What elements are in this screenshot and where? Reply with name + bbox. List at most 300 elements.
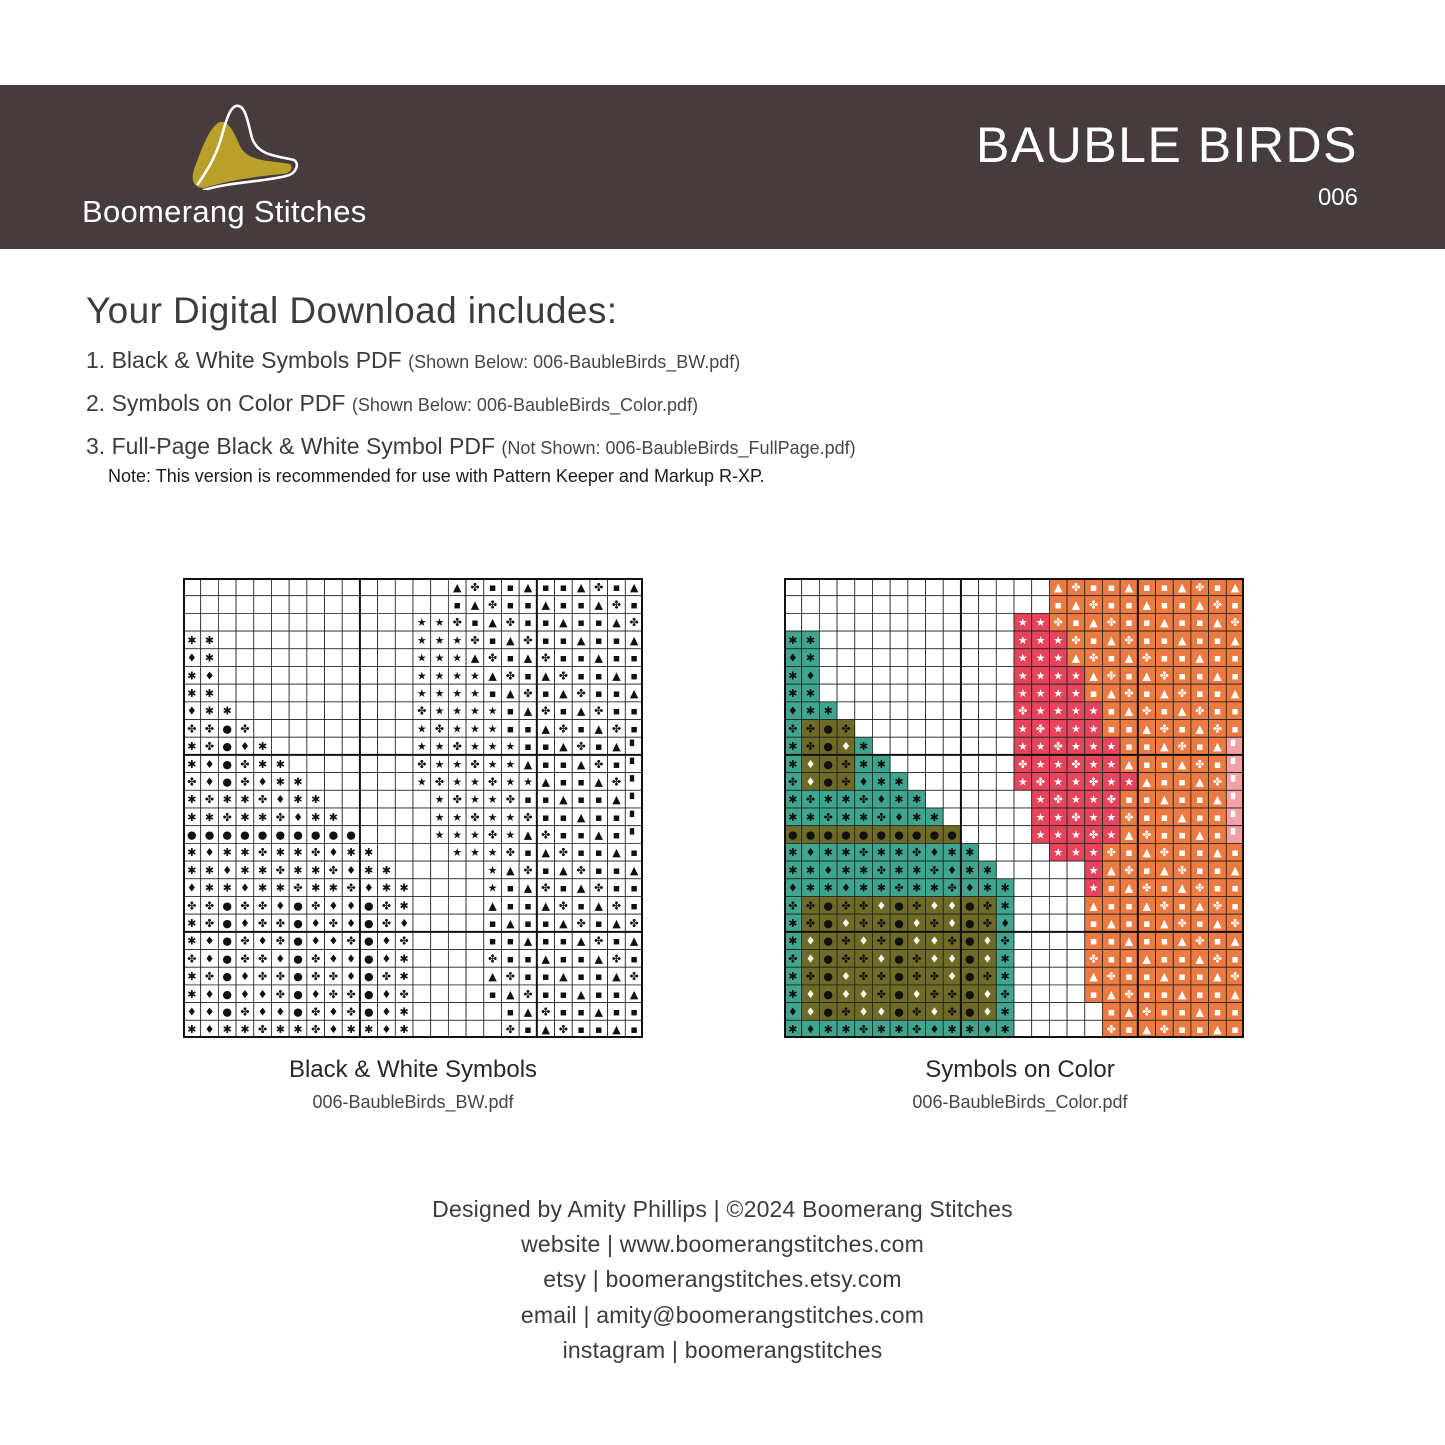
stitch-symbol: ✤ (470, 757, 480, 771)
stitch-symbol: ♦ (787, 651, 798, 665)
stitch-cell (1049, 879, 1067, 897)
stitch-symbol: ★ (416, 651, 427, 665)
stitch-cell (289, 737, 307, 755)
stitch-cell (431, 985, 449, 1003)
stitch-symbol: ★ (469, 846, 480, 860)
stitch-symbol: ▪ (1160, 757, 1169, 771)
stitch-symbol: ★ (487, 722, 498, 736)
stitch-symbol: ▪ (1160, 633, 1169, 647)
stitch-cell (1032, 950, 1050, 968)
stitch-symbol: ✱ (841, 793, 851, 807)
stitch-cell (819, 666, 837, 684)
stitch-cell (360, 702, 378, 720)
stitch-symbol: ▪ (577, 1005, 585, 1019)
stitch-symbol: ✱ (912, 863, 922, 877)
stitch-symbol: ▘ (1230, 740, 1240, 754)
stitch-cell (890, 720, 908, 738)
stitch-cell (890, 578, 908, 596)
stitch-symbol: ● (222, 899, 233, 913)
stitch-cell (855, 720, 873, 738)
stitch-symbol: ▪ (1196, 810, 1204, 824)
stitch-symbol: ✱ (788, 740, 798, 754)
stitch-cell (908, 737, 926, 755)
stitch-symbol: ▲ (488, 669, 497, 683)
stitch-cell (271, 737, 289, 755)
stitch-symbol: ♦ (929, 934, 940, 948)
stitch-symbol: ▪ (1142, 917, 1151, 930)
stitch-symbol: ▲ (612, 793, 621, 807)
stitch-symbol: ♦ (204, 952, 215, 966)
stitch-symbol: ▲ (506, 687, 515, 700)
stitch-symbol: ✤ (399, 987, 409, 1001)
stitch-symbol: ▲ (1195, 1005, 1205, 1019)
stitch-cell (395, 773, 413, 791)
stitch-symbol: ▪ (524, 899, 532, 913)
stitch-cell (996, 861, 1014, 879)
stitch-symbol: ✱ (187, 846, 197, 860)
stitch-symbol: ♦ (381, 952, 392, 966)
stitch-symbol: ▪ (1178, 1005, 1186, 1019)
stitch-cell (926, 755, 944, 773)
stitch-cell (996, 684, 1014, 702)
stitch-cell (1032, 1020, 1050, 1038)
stitch-cell (890, 649, 908, 667)
stitch-symbol: ▘ (629, 793, 639, 807)
stitch-symbol: ▲ (1089, 669, 1098, 683)
stitch-symbol: ✱ (788, 934, 798, 948)
stitch-cell (996, 773, 1014, 791)
stitch-symbol: ♦ (257, 775, 268, 789)
stitch-symbol: ● (823, 1005, 834, 1019)
stitch-symbol: ▪ (612, 987, 621, 1001)
stitch-symbol: ✤ (629, 917, 639, 930)
stitch-symbol: ✱ (805, 704, 816, 718)
stitch-symbol: ● (964, 952, 975, 966)
stitch-symbol: ✱ (381, 863, 392, 877)
stitch-symbol: ✱ (965, 863, 975, 877)
stitch-symbol: ● (222, 1005, 233, 1019)
stitch-cell (378, 720, 396, 738)
stitch-symbol: ✱ (204, 863, 215, 877)
stitch-symbol: ✱ (222, 1023, 232, 1037)
stitch-symbol: ▪ (612, 1005, 621, 1019)
stitch-cell (855, 684, 873, 702)
stitch-symbol: ★ (416, 722, 427, 736)
stitch-cell (413, 967, 431, 985)
stitch-symbol: ♦ (346, 952, 357, 966)
stitch-symbol: ✱ (346, 846, 356, 860)
stitch-symbol: ✱ (1000, 952, 1010, 966)
stitch-symbol: ✤ (311, 952, 321, 966)
stitch-symbol: ✤ (1035, 722, 1046, 736)
stitch-symbol: ♦ (293, 810, 303, 824)
stitch-symbol: ● (823, 899, 834, 913)
stitch-cell (413, 896, 431, 914)
stitch-symbol: ● (293, 1005, 303, 1019)
stitch-symbol: ▲ (629, 987, 639, 1001)
stitch-symbol: ▲ (523, 1005, 533, 1019)
stitch-symbol: ▪ (577, 651, 585, 665)
stitch-symbol: ● (894, 987, 904, 1001)
stitch-cell (254, 649, 272, 667)
stitch-cell (1014, 914, 1032, 932)
stitch-cell (979, 578, 997, 596)
stitch-cell (890, 684, 908, 702)
stitch-symbol: ✱ (240, 810, 250, 824)
stitch-cell (360, 720, 378, 738)
stitch-symbol: ▪ (1160, 775, 1169, 789)
stitch-cell (1049, 1020, 1067, 1038)
stitch-symbol: ▲ (1142, 1023, 1151, 1037)
stitch-cell (926, 684, 944, 702)
stitch-symbol: ✱ (912, 881, 922, 895)
stitch-symbol: ▪ (1178, 669, 1186, 683)
stitch-symbol: ★ (469, 775, 480, 789)
stitch-symbol: ♦ (239, 970, 250, 984)
stitch-symbol: ▪ (1213, 580, 1222, 594)
stitch-symbol: ▲ (506, 863, 515, 877)
stitch-symbol: ✤ (452, 616, 462, 630)
stitch-symbol: ▲ (559, 687, 568, 700)
stitch-symbol: ▲ (559, 970, 568, 984)
stitch-symbol: ★ (1053, 757, 1064, 771)
stitch-cell (236, 631, 254, 649)
stitch-cell (819, 578, 837, 596)
stitch-symbol: ✤ (381, 899, 392, 913)
stitch-symbol: ▲ (1160, 616, 1169, 630)
stitch-symbol: ♦ (186, 704, 197, 718)
stitch-symbol: ▲ (1124, 1005, 1134, 1019)
stitch-symbol: ▪ (559, 810, 568, 824)
stitch-symbol: ★ (1070, 793, 1081, 807)
stitch-symbol: ★ (1053, 775, 1064, 789)
stitch-cell (926, 790, 944, 808)
stitch-symbol: ▲ (1160, 740, 1169, 754)
stitch-symbol: ✤ (576, 740, 586, 754)
stitch-symbol: ● (929, 828, 940, 842)
stitch-symbol: ● (187, 828, 197, 842)
stitch-symbol: ▲ (1142, 952, 1151, 966)
stitch-symbol: ▪ (1196, 987, 1204, 1001)
stitch-symbol: ● (964, 987, 975, 1001)
stitch-symbol: ★ (505, 828, 516, 842)
stitch-cell (431, 950, 449, 968)
stitch-symbol: ▲ (594, 651, 604, 665)
stitch-symbol: ✤ (594, 704, 604, 718)
stitch-cell (926, 613, 944, 631)
stitch-cell (307, 666, 325, 684)
stitch-symbol: ▪ (1125, 616, 1133, 630)
stitch-cell (307, 578, 325, 596)
stitch-cell (325, 755, 343, 773)
stitch-cell (431, 1020, 449, 1038)
stitch-cell (325, 578, 343, 596)
stitch-symbol: ♦ (858, 934, 869, 948)
stitch-symbol: ✤ (1230, 616, 1240, 630)
stitch-symbol: ✱ (876, 881, 886, 895)
stitch-symbol: ♦ (275, 952, 286, 966)
stitch-symbol: ♦ (328, 952, 339, 966)
stitch-symbol: ▪ (1231, 669, 1239, 683)
stitch-symbol: ▲ (629, 863, 639, 877)
color-pattern-preview (784, 578, 1244, 1038)
stitch-symbol: ★ (1017, 687, 1028, 700)
stitch-cell (448, 950, 466, 968)
stitch-symbol: ✤ (381, 917, 392, 930)
stitch-symbol: ▪ (577, 669, 585, 683)
stitch-symbol: ✤ (187, 952, 197, 966)
stitch-symbol: ▲ (612, 740, 621, 754)
stitch-symbol: ▪ (1160, 934, 1169, 948)
stitch-symbol: ● (964, 934, 975, 948)
stitch-symbol: ▪ (577, 952, 585, 966)
stitch-cell (819, 631, 837, 649)
stitch-symbol: ★ (1106, 828, 1117, 842)
stitch-symbol: ✱ (328, 881, 338, 895)
stitch-symbol: ✤ (629, 616, 639, 630)
stitch-symbol: ▪ (1125, 793, 1133, 807)
stitch-symbol: ✤ (876, 863, 886, 877)
stitch-symbol: ✤ (1071, 810, 1081, 824)
stitch-symbol: ★ (1035, 740, 1046, 754)
stitch-symbol: ● (823, 934, 834, 948)
stitch-symbol: ▪ (1196, 687, 1204, 700)
stitch-symbol: ● (222, 970, 233, 984)
stitch-symbol: ✱ (965, 1023, 975, 1037)
stitch-cell (1014, 808, 1032, 826)
stitch-symbol: ✤ (611, 952, 622, 966)
stitch-symbol: ▪ (630, 651, 638, 665)
stitch-symbol: ✱ (187, 810, 197, 824)
stitch-cell (979, 684, 997, 702)
stitch-symbol: ▲ (1124, 881, 1134, 895)
stitch-symbol: ✱ (823, 846, 833, 860)
stitch-symbol: ✱ (240, 793, 250, 807)
stitch-cell (254, 720, 272, 738)
stitch-symbol: ▪ (541, 917, 550, 930)
stitch-cell (395, 737, 413, 755)
stitch-symbol: ✱ (1000, 881, 1010, 895)
stitch-symbol: ✱ (187, 934, 197, 948)
stitch-symbol: ✱ (399, 881, 409, 895)
stitch-symbol: ● (894, 934, 904, 948)
stitch-symbol: ♦ (239, 987, 250, 1001)
stitch-cell (1032, 896, 1050, 914)
stitch-symbol: ✤ (558, 669, 568, 683)
stitch-symbol: ♦ (239, 881, 250, 895)
stitch-symbol: ✤ (470, 580, 480, 594)
stitch-symbol: ● (876, 828, 887, 842)
stitch-symbol: ✱ (788, 810, 798, 824)
stitch-cell (979, 702, 997, 720)
stitch-cell (289, 720, 307, 738)
stitch-symbol: ▪ (612, 881, 621, 895)
stitch-cell (1067, 896, 1085, 914)
stitch-symbol: ✱ (788, 987, 798, 1001)
stitch-symbol: ▲ (1071, 651, 1081, 665)
stitch-cell (1067, 914, 1085, 932)
stitch-symbol: ▪ (1160, 1005, 1169, 1019)
stitch-symbol: ♦ (805, 1023, 816, 1037)
stitch-symbol: ★ (416, 740, 427, 754)
stitch-symbol: ✤ (1142, 881, 1152, 895)
stitch-cell (890, 613, 908, 631)
stitch-symbol: ✤ (488, 651, 498, 665)
stitch-symbol: ✤ (912, 970, 922, 984)
stitch-cell (1032, 932, 1050, 950)
stitch-symbol: ✤ (1018, 704, 1028, 718)
stitch-symbol: ✤ (576, 917, 586, 930)
stitch-cell (961, 684, 979, 702)
stitch-symbol: ▲ (1177, 633, 1187, 647)
stitch-cell (943, 755, 961, 773)
stitch-symbol: ▲ (523, 651, 533, 665)
stitch-symbol: ▪ (612, 863, 621, 877)
stitch-symbol: ✤ (505, 669, 515, 683)
stitch-cell (183, 578, 201, 596)
stitch-symbol: ● (222, 722, 233, 736)
stitch-cell (1049, 967, 1067, 985)
stitch-cell (395, 649, 413, 667)
stitch-symbol: ✤ (346, 934, 356, 948)
stitch-symbol: ● (841, 828, 851, 842)
stitch-cell (325, 790, 343, 808)
stitch-symbol: ▪ (1178, 1023, 1186, 1037)
stitch-symbol: ★ (487, 740, 498, 754)
stitch-symbol: ★ (1106, 757, 1117, 771)
stitch-symbol: ♦ (328, 1023, 339, 1037)
stitch-symbol: ✤ (1053, 740, 1063, 754)
stitch-symbol: ▪ (1213, 863, 1222, 877)
stitch-symbol: ▪ (1231, 598, 1239, 612)
stitch-cell (218, 631, 236, 649)
stitch-symbol: ✤ (523, 810, 533, 824)
stitch-symbol: ▲ (1230, 633, 1240, 647)
stitch-symbol: ✱ (841, 810, 851, 824)
stitch-symbol: ★ (1070, 722, 1081, 736)
stitch-symbol: ✱ (204, 881, 215, 895)
stitch-symbol: ▪ (488, 580, 497, 594)
stitch-symbol: ✤ (576, 687, 586, 700)
stitch-symbol: ▲ (1089, 970, 1098, 984)
stitch-cell (325, 684, 343, 702)
stitch-cell (325, 773, 343, 791)
stitch-symbol: ▘ (629, 775, 639, 789)
stitch-cell (360, 631, 378, 649)
stitch-symbol: ✱ (187, 669, 197, 683)
stitch-symbol: ▲ (1177, 810, 1187, 824)
stitch-symbol: ✤ (1195, 704, 1205, 718)
stitch-cell (342, 631, 360, 649)
stitch-cell (872, 613, 890, 631)
stitch-symbol: ♦ (929, 952, 940, 966)
stitch-symbol: ★ (1088, 757, 1099, 771)
stitch-cell (961, 702, 979, 720)
stitch-symbol: ▲ (523, 704, 533, 718)
stitch-symbol: ✤ (204, 917, 215, 930)
stitch-symbol: ✤ (1212, 598, 1223, 612)
stitch-symbol: ● (293, 917, 303, 930)
stitch-cell (307, 649, 325, 667)
stitch-symbol: ▪ (1231, 952, 1239, 966)
stitch-symbol: ♦ (239, 917, 250, 930)
stitch-cell (1014, 950, 1032, 968)
stitch-cell (307, 684, 325, 702)
stitch-symbol: ✤ (541, 704, 551, 718)
stitch-symbol: ✤ (1142, 828, 1152, 842)
stitch-symbol: ▪ (1178, 828, 1186, 842)
stitch-symbol: ▪ (559, 580, 568, 594)
stitch-cell (996, 826, 1014, 844)
stitch-symbol: ▪ (1196, 740, 1204, 754)
stitch-cell (996, 737, 1014, 755)
stitch-symbol: ✱ (859, 863, 869, 877)
stitch-symbol: ★ (1088, 722, 1099, 736)
stitch-symbol: ▪ (595, 687, 603, 700)
stitch-symbol: ▲ (1177, 704, 1187, 718)
stitch-cell (378, 737, 396, 755)
stitch-symbol: ✤ (1053, 616, 1063, 630)
stitch-symbol: ✱ (204, 810, 215, 824)
stitch-symbol: ✤ (859, 917, 869, 930)
stitch-symbol: ▪ (506, 580, 515, 594)
stitch-cell (979, 613, 997, 631)
stitch-symbol: ▪ (612, 651, 621, 665)
stitch-symbol: ▪ (1178, 846, 1186, 860)
stitch-symbol: ★ (452, 828, 463, 842)
stitch-cell (236, 666, 254, 684)
stitch-symbol: ♦ (787, 881, 798, 895)
stitch-symbol: ★ (416, 775, 427, 789)
stitch-symbol: ♦ (805, 669, 816, 683)
stitch-symbol: ✤ (841, 899, 851, 913)
stitch-symbol: ▘ (629, 740, 639, 754)
stitch-symbol: ✤ (1195, 934, 1205, 948)
stitch-symbol: ✤ (805, 970, 816, 984)
stitch-symbol: ♦ (257, 1005, 268, 1019)
stitch-symbol: ★ (1088, 863, 1099, 877)
stitch-symbol: ★ (1035, 828, 1046, 842)
stitch-symbol: ✱ (293, 1023, 303, 1037)
stitch-cell (996, 596, 1014, 614)
stitch-symbol: ● (823, 917, 834, 930)
stitch-symbol: ✤ (876, 987, 886, 1001)
stitch-symbol: ▲ (629, 687, 639, 700)
stitch-symbol: ▲ (559, 740, 568, 754)
stitch-cell (413, 1020, 431, 1038)
stitch-symbol: ✤ (1089, 598, 1099, 612)
stitch-symbol: ▘ (1230, 757, 1240, 771)
stitch-cell (289, 755, 307, 773)
stitch-cell (413, 879, 431, 897)
stitch-symbol: ● (363, 1005, 374, 1019)
pattern-code: 006 (1317, 184, 1358, 211)
stitch-symbol: ▲ (506, 917, 515, 930)
stitch-symbol: ▪ (1125, 740, 1133, 754)
stitch-symbol: ✤ (328, 917, 338, 930)
stitch-symbol: ✤ (488, 598, 498, 612)
stitch-symbol: ✱ (894, 846, 904, 860)
stitch-symbol: ▪ (1231, 704, 1239, 718)
stitch-symbol: ✱ (399, 952, 409, 966)
stitch-symbol: ✤ (876, 934, 886, 948)
stitch-cell (395, 684, 413, 702)
stitch-symbol: ▲ (1213, 669, 1222, 683)
stitch-symbol: ✱ (912, 793, 922, 807)
stitch-cell (837, 578, 855, 596)
stitch-cell (466, 985, 484, 1003)
stitch-symbol: ✱ (982, 863, 993, 877)
